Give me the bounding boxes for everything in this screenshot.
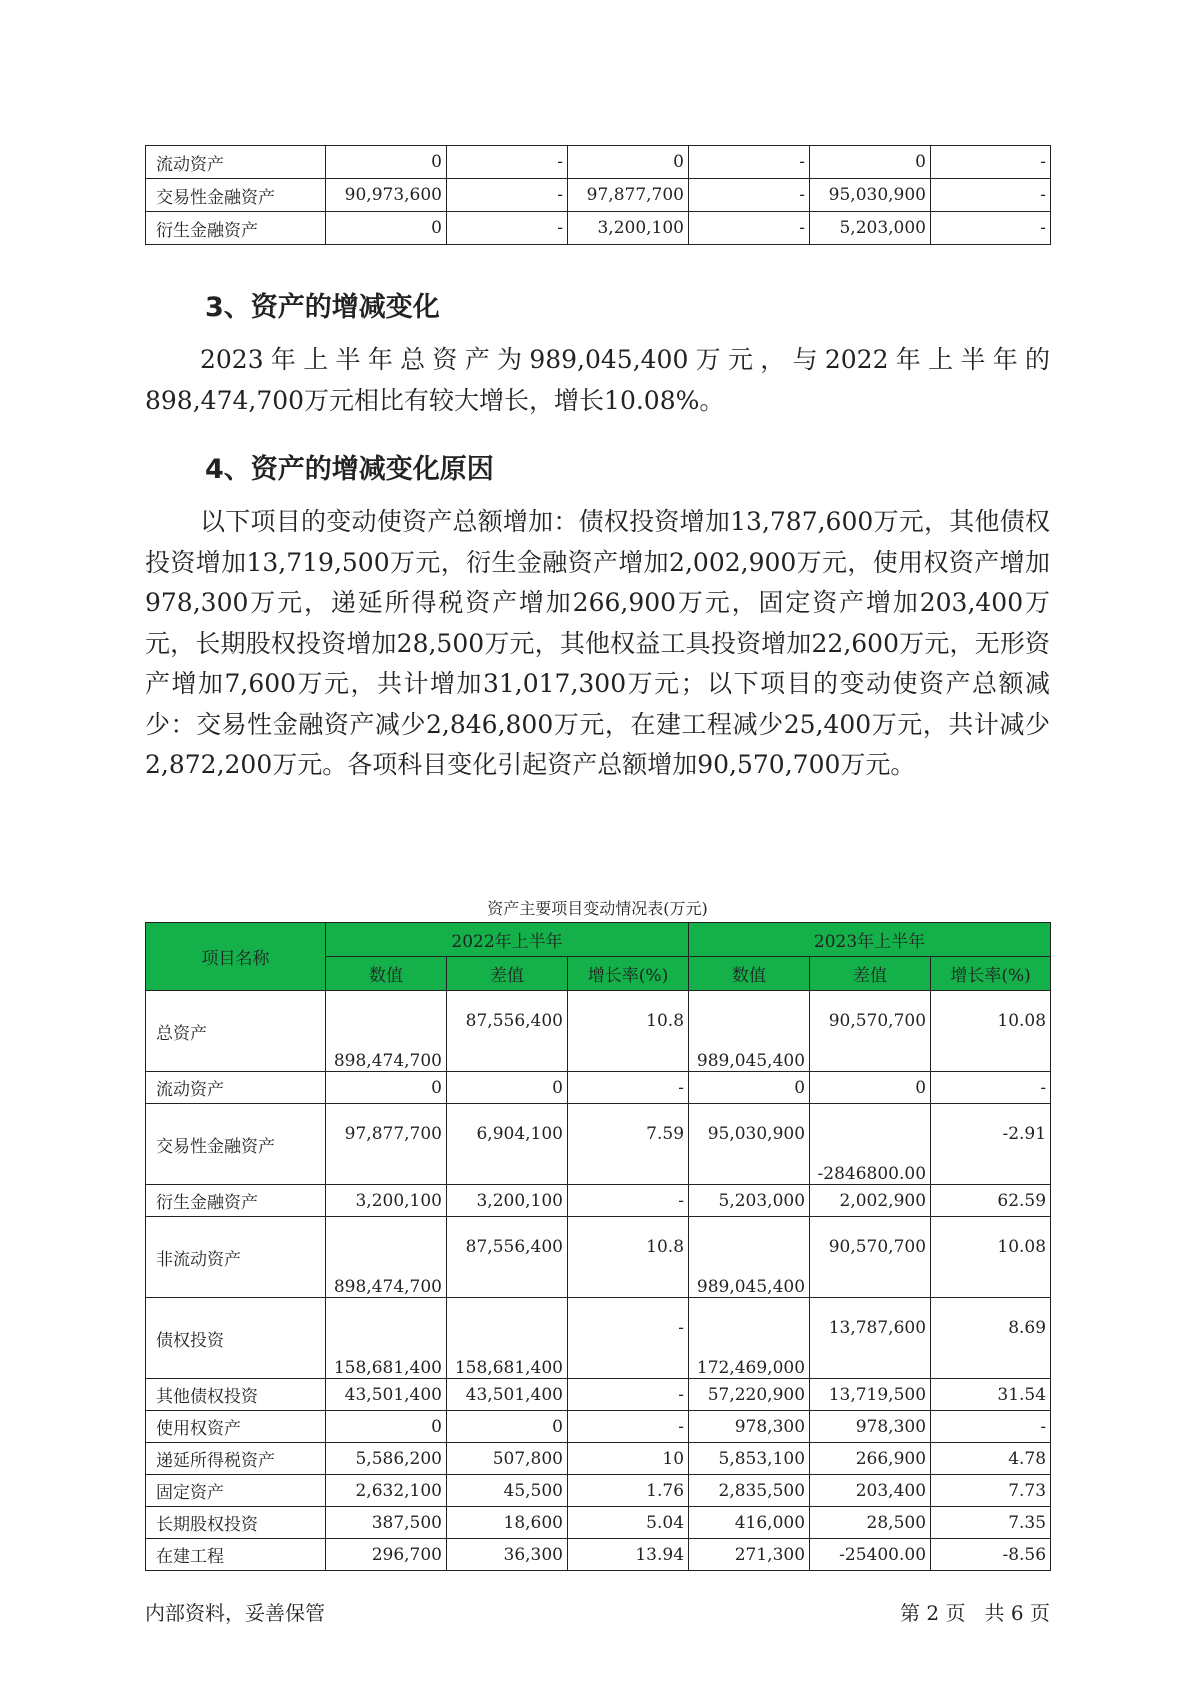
rate-cell: - (568, 1185, 689, 1217)
rate-cell: - (568, 1072, 689, 1104)
row-label: 递延所得税资产 (146, 1443, 326, 1475)
table-row (146, 1539, 1051, 1571)
value-cell: 43,501,400 (326, 1379, 447, 1411)
diff-cell: 90,570,700 (810, 1217, 931, 1298)
value-cell: 5,853,100 (689, 1443, 810, 1475)
value-cell: 0 (568, 146, 689, 179)
value-cell: 90,973,600 (326, 179, 447, 212)
rate-cell: - (689, 179, 810, 212)
rate-cell: - (568, 1411, 689, 1443)
diff-cell: 87,556,400 (447, 1217, 568, 1298)
value-cell: 0 (326, 1072, 447, 1104)
section-4-paragraph: 以下项目的变动使资产总额增加：债权投资增加13,787,600万元，其他债权投资增加13,719,500万元，衍生金融资产增加2,002,900万元，使用权资产增加978,300万元，递延所得税资产增加266,900万元，固定资产增加203,400万元，长期股权投资增加28,500万元，其他权益工具投资增加22,600万元，无形资产增加7,600万元，共计增加31,017,300万元；以下项目的变动使资产总额减少：交易性金融资产减少2,846,800万元，在建工程减少25,400万元，共计减少2,872,200万元。各项科目变化引起资产总额增加90,570,700万元。 (145, 507, 1050, 779)
rate-cell: 7.35 (931, 1507, 1051, 1539)
rate-cell: 10.8 (568, 991, 689, 1072)
diff-cell: 0 (447, 1411, 568, 1443)
diff-cell: 18,600 (447, 1507, 568, 1539)
header-value: 数值 (326, 957, 447, 991)
rate-cell: 13.94 (568, 1539, 689, 1571)
rate-cell: - (568, 1298, 689, 1379)
table-header-row (146, 923, 1051, 957)
value-cell: 95,030,900 (689, 1104, 810, 1185)
diff-cell: 2,002,900 (810, 1185, 931, 1217)
value-cell: 296,700 (326, 1539, 447, 1571)
rate-cell: 4.78 (931, 1443, 1051, 1475)
value-cell: 0 (326, 1411, 447, 1443)
asset-change-table (145, 922, 1051, 1571)
diff-cell: 266,900 (810, 1443, 931, 1475)
value-cell: 5,203,000 (689, 1185, 810, 1217)
value-cell: 95,030,900 (810, 179, 931, 212)
table-row (146, 1298, 1051, 1379)
value-cell: 3,200,100 (326, 1185, 447, 1217)
diff-cell: 87,556,400 (447, 991, 568, 1072)
rate-cell: - (931, 1411, 1051, 1443)
rate-cell: - (447, 179, 568, 212)
row-label: 在建工程 (146, 1539, 326, 1571)
table-row (146, 179, 1051, 212)
rate-cell: -2.91 (931, 1104, 1051, 1185)
table-row (146, 1507, 1051, 1539)
value-cell: 989,045,400 (689, 991, 810, 1072)
row-label: 固定资产 (146, 1475, 326, 1507)
diff-cell: 45,500 (447, 1475, 568, 1507)
table-row (146, 1104, 1051, 1185)
header-rate: 增长率(%) (931, 957, 1051, 991)
value-cell: 158,681,400 (326, 1298, 447, 1379)
value-cell: 2,632,100 (326, 1475, 447, 1507)
rate-cell: 10 (568, 1443, 689, 1475)
row-label: 流动资产 (146, 1072, 326, 1104)
row-label: 总资产 (146, 991, 326, 1072)
rate-cell: 5.04 (568, 1507, 689, 1539)
rate-cell: 10.8 (568, 1217, 689, 1298)
diff-cell: 978,300 (810, 1411, 931, 1443)
diff-cell: 28,500 (810, 1507, 931, 1539)
header-value: 数值 (689, 957, 810, 991)
rate-cell: - (931, 212, 1051, 245)
diff-cell: 158,681,400 (447, 1298, 568, 1379)
value-cell: 0 (326, 212, 447, 245)
table-row (146, 1217, 1051, 1298)
value-cell: 898,474,700 (326, 991, 447, 1072)
value-cell: 416,000 (689, 1507, 810, 1539)
header-diff: 差值 (810, 957, 931, 991)
rate-cell: - (931, 1072, 1051, 1104)
row-label: 债权投资 (146, 1298, 326, 1379)
value-cell: 5,203,000 (810, 212, 931, 245)
row-label: 非流动资产 (146, 1217, 326, 1298)
row-label: 流动资产 (146, 146, 326, 179)
table-row (146, 1185, 1051, 1217)
value-cell: 0 (326, 146, 447, 179)
header-period-2023: 2023年上半年 (689, 923, 1051, 957)
row-label: 交易性金融资产 (146, 179, 326, 212)
rate-cell: 7.73 (931, 1475, 1051, 1507)
diff-cell: 3,200,100 (447, 1185, 568, 1217)
value-cell: 97,877,700 (568, 179, 689, 212)
table-row (146, 1443, 1051, 1475)
rate-cell: 10.08 (931, 1217, 1051, 1298)
rate-cell: 8.69 (931, 1298, 1051, 1379)
header-period-2022: 2022年上半年 (326, 923, 689, 957)
rate-cell: -8.56 (931, 1539, 1051, 1571)
diff-cell: 6,904,100 (447, 1104, 568, 1185)
header-item-name: 项目名称 (146, 923, 326, 991)
rate-cell: - (447, 212, 568, 245)
rate-cell: 7.59 (568, 1104, 689, 1185)
header-diff: 差值 (447, 957, 568, 991)
footer-page-number: 第 2 页 共 6 页 (900, 1601, 1050, 1625)
table-row (146, 1072, 1051, 1104)
value-cell: 0 (689, 1072, 810, 1104)
diff-cell: 36,300 (447, 1539, 568, 1571)
header-rate: 增长率(%) (568, 957, 689, 991)
diff-cell: 43,501,400 (447, 1379, 568, 1411)
row-label: 衍生金融资产 (146, 212, 326, 245)
footer-confidential-note: 内部资料，妥善保管 (145, 1601, 325, 1625)
row-label: 交易性金融资产 (146, 1104, 326, 1185)
diff-cell: 203,400 (810, 1475, 931, 1507)
value-cell: 989,045,400 (689, 1217, 810, 1298)
row-label: 其他债权投资 (146, 1379, 326, 1411)
table-row (146, 1411, 1051, 1443)
value-cell: 172,469,000 (689, 1298, 810, 1379)
table-row (146, 1475, 1051, 1507)
table-row (146, 1379, 1051, 1411)
value-cell: 978,300 (689, 1411, 810, 1443)
rate-cell: - (447, 146, 568, 179)
value-cell: 898,474,700 (326, 1217, 447, 1298)
diff-cell: 13,719,500 (810, 1379, 931, 1411)
value-cell: 57,220,900 (689, 1379, 810, 1411)
diff-cell: 13,787,600 (810, 1298, 931, 1379)
table-caption: 资产主要项目变动情况表(万元) (487, 899, 708, 918)
rate-cell: 1.76 (568, 1475, 689, 1507)
value-cell: 271,300 (689, 1539, 810, 1571)
rate-cell: - (568, 1379, 689, 1411)
table-row (146, 991, 1051, 1072)
value-cell: 5,586,200 (326, 1443, 447, 1475)
value-cell: 97,877,700 (326, 1104, 447, 1185)
diff-cell: 0 (447, 1072, 568, 1104)
row-label: 使用权资产 (146, 1411, 326, 1443)
rate-cell: 10.08 (931, 991, 1051, 1072)
diff-cell: -2846800.00 (810, 1104, 931, 1185)
rate-cell: 31.54 (931, 1379, 1051, 1411)
row-label: 长期股权投资 (146, 1507, 326, 1539)
section-3-paragraph: 2023年上半年总资产为989,045,400万元，与2022年上半年的898,474,700万元相比有较大增长，增长10.08%。 (145, 345, 1050, 415)
value-cell: 387,500 (326, 1507, 447, 1539)
value-cell: 3,200,100 (568, 212, 689, 245)
top-partial-table (145, 145, 1051, 245)
table-row (146, 146, 1051, 179)
rate-cell: 62.59 (931, 1185, 1051, 1217)
rate-cell: - (689, 146, 810, 179)
value-cell: 0 (810, 146, 931, 179)
rate-cell: - (931, 179, 1051, 212)
rate-cell: - (689, 212, 810, 245)
row-label: 衍生金融资产 (146, 1185, 326, 1217)
section-4-heading: 4、资产的增减变化原因 (205, 454, 494, 485)
value-cell: 2,835,500 (689, 1475, 810, 1507)
table-row (146, 212, 1051, 245)
diff-cell: -25400.00 (810, 1539, 931, 1571)
diff-cell: 90,570,700 (810, 991, 931, 1072)
rate-cell: - (931, 146, 1051, 179)
diff-cell: 507,800 (447, 1443, 568, 1475)
section-3-heading: 3、资产的增减变化 (205, 292, 440, 323)
diff-cell: 0 (810, 1072, 931, 1104)
